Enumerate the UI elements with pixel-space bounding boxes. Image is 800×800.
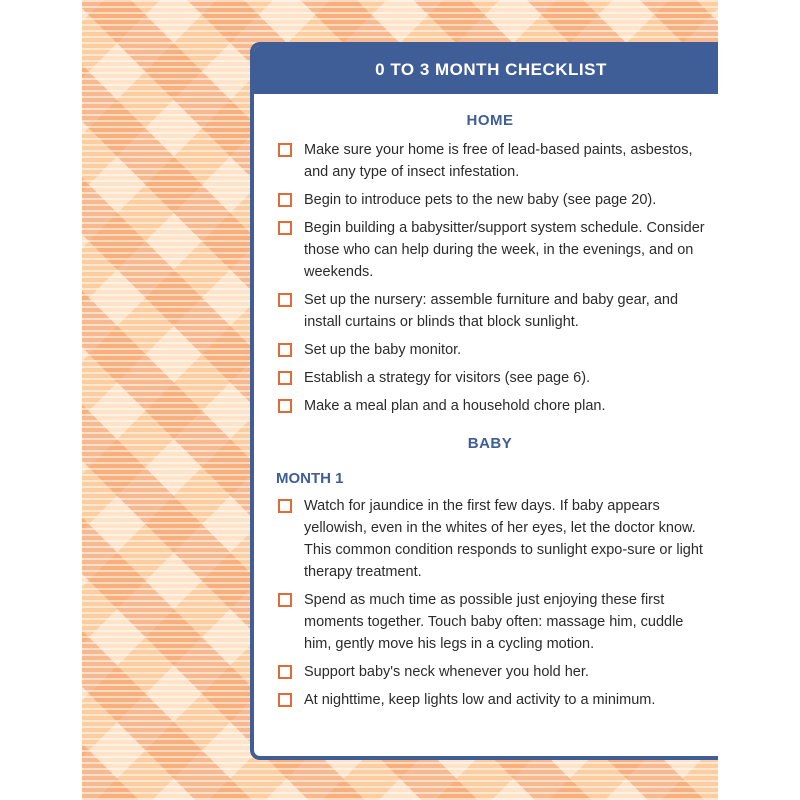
checkbox-icon[interactable]: [278, 371, 292, 385]
checklist-item-text: Watch for jaundice in the first few days. If baby appears yellowish, even in the whites of her eyes, let the doctor know. This common condition responds to sunlight expo-sure or light therapy treatment.: [304, 498, 703, 580]
checklist-item: [274, 495, 706, 583]
checklist-item-text: At nighttime, keep lights low and activity to a minimum.: [304, 692, 656, 708]
checkbox-icon[interactable]: [278, 499, 292, 513]
checklist-item-text: Spend as much time as possible just enjoying these first moments together. Touch baby often: massage him, cuddle him, gently move his legs in a cycling motion.: [304, 592, 684, 652]
checklist-item: [274, 661, 706, 683]
checkbox-icon[interactable]: [278, 399, 292, 413]
home-checklist: [274, 139, 706, 417]
checklist-item-text: Set up the nursery: assemble furniture and baby gear, and install curtains or blinds that block sunlight.: [304, 292, 679, 330]
subsection-title-month-1: MONTH 1: [276, 470, 344, 487]
checkbox-icon[interactable]: [278, 143, 292, 157]
checklist-title: 0 TO 3 MONTH CHECKLIST: [375, 60, 607, 79]
checklist-item-text: Begin building a babysitter/support system schedule. Consider those who can help during the week, in the evenings, and on weekends.: [304, 220, 705, 280]
checkbox-icon[interactable]: [278, 593, 292, 607]
checklist-item: [274, 589, 706, 655]
checklist-item-text: Support baby's neck whenever you hold her.: [304, 664, 589, 680]
section-title-home: HOME: [466, 112, 514, 129]
card-header: [254, 46, 718, 94]
checklist-item: [274, 189, 706, 211]
checkbox-icon[interactable]: [278, 193, 292, 207]
checklist-item: [274, 395, 706, 417]
checkbox-icon[interactable]: [278, 221, 292, 235]
checklist-item: [274, 367, 706, 389]
checklist-item: [274, 339, 706, 361]
checkbox-icon[interactable]: [278, 665, 292, 679]
section-title-baby: BABY: [467, 435, 513, 452]
checklist-item: [274, 217, 706, 283]
checklist-item-text: Make sure your home is free of lead-based paints, asbestos, and any type of insect infestation.: [304, 142, 693, 180]
card-body: [254, 94, 718, 711]
checkbox-icon[interactable]: [278, 293, 292, 307]
checklist-item: [274, 689, 706, 711]
checkbox-icon[interactable]: [278, 693, 292, 707]
checklist-item: [274, 139, 706, 183]
checklist-item-text: Establish a strategy for visitors (see page 6).: [304, 370, 591, 386]
checkbox-icon[interactable]: [278, 343, 292, 357]
checklist-item-text: Begin to introduce pets to the new baby (see page 20).: [304, 192, 657, 208]
checklist-item-text: Make a meal plan and a household chore plan.: [304, 398, 606, 414]
plaid-background: [82, 0, 718, 800]
checklist-item: [274, 289, 706, 333]
checklist-item-text: Set up the baby monitor.: [304, 342, 462, 358]
checklist-card: [250, 42, 718, 760]
month-1-checklist: [274, 495, 706, 711]
